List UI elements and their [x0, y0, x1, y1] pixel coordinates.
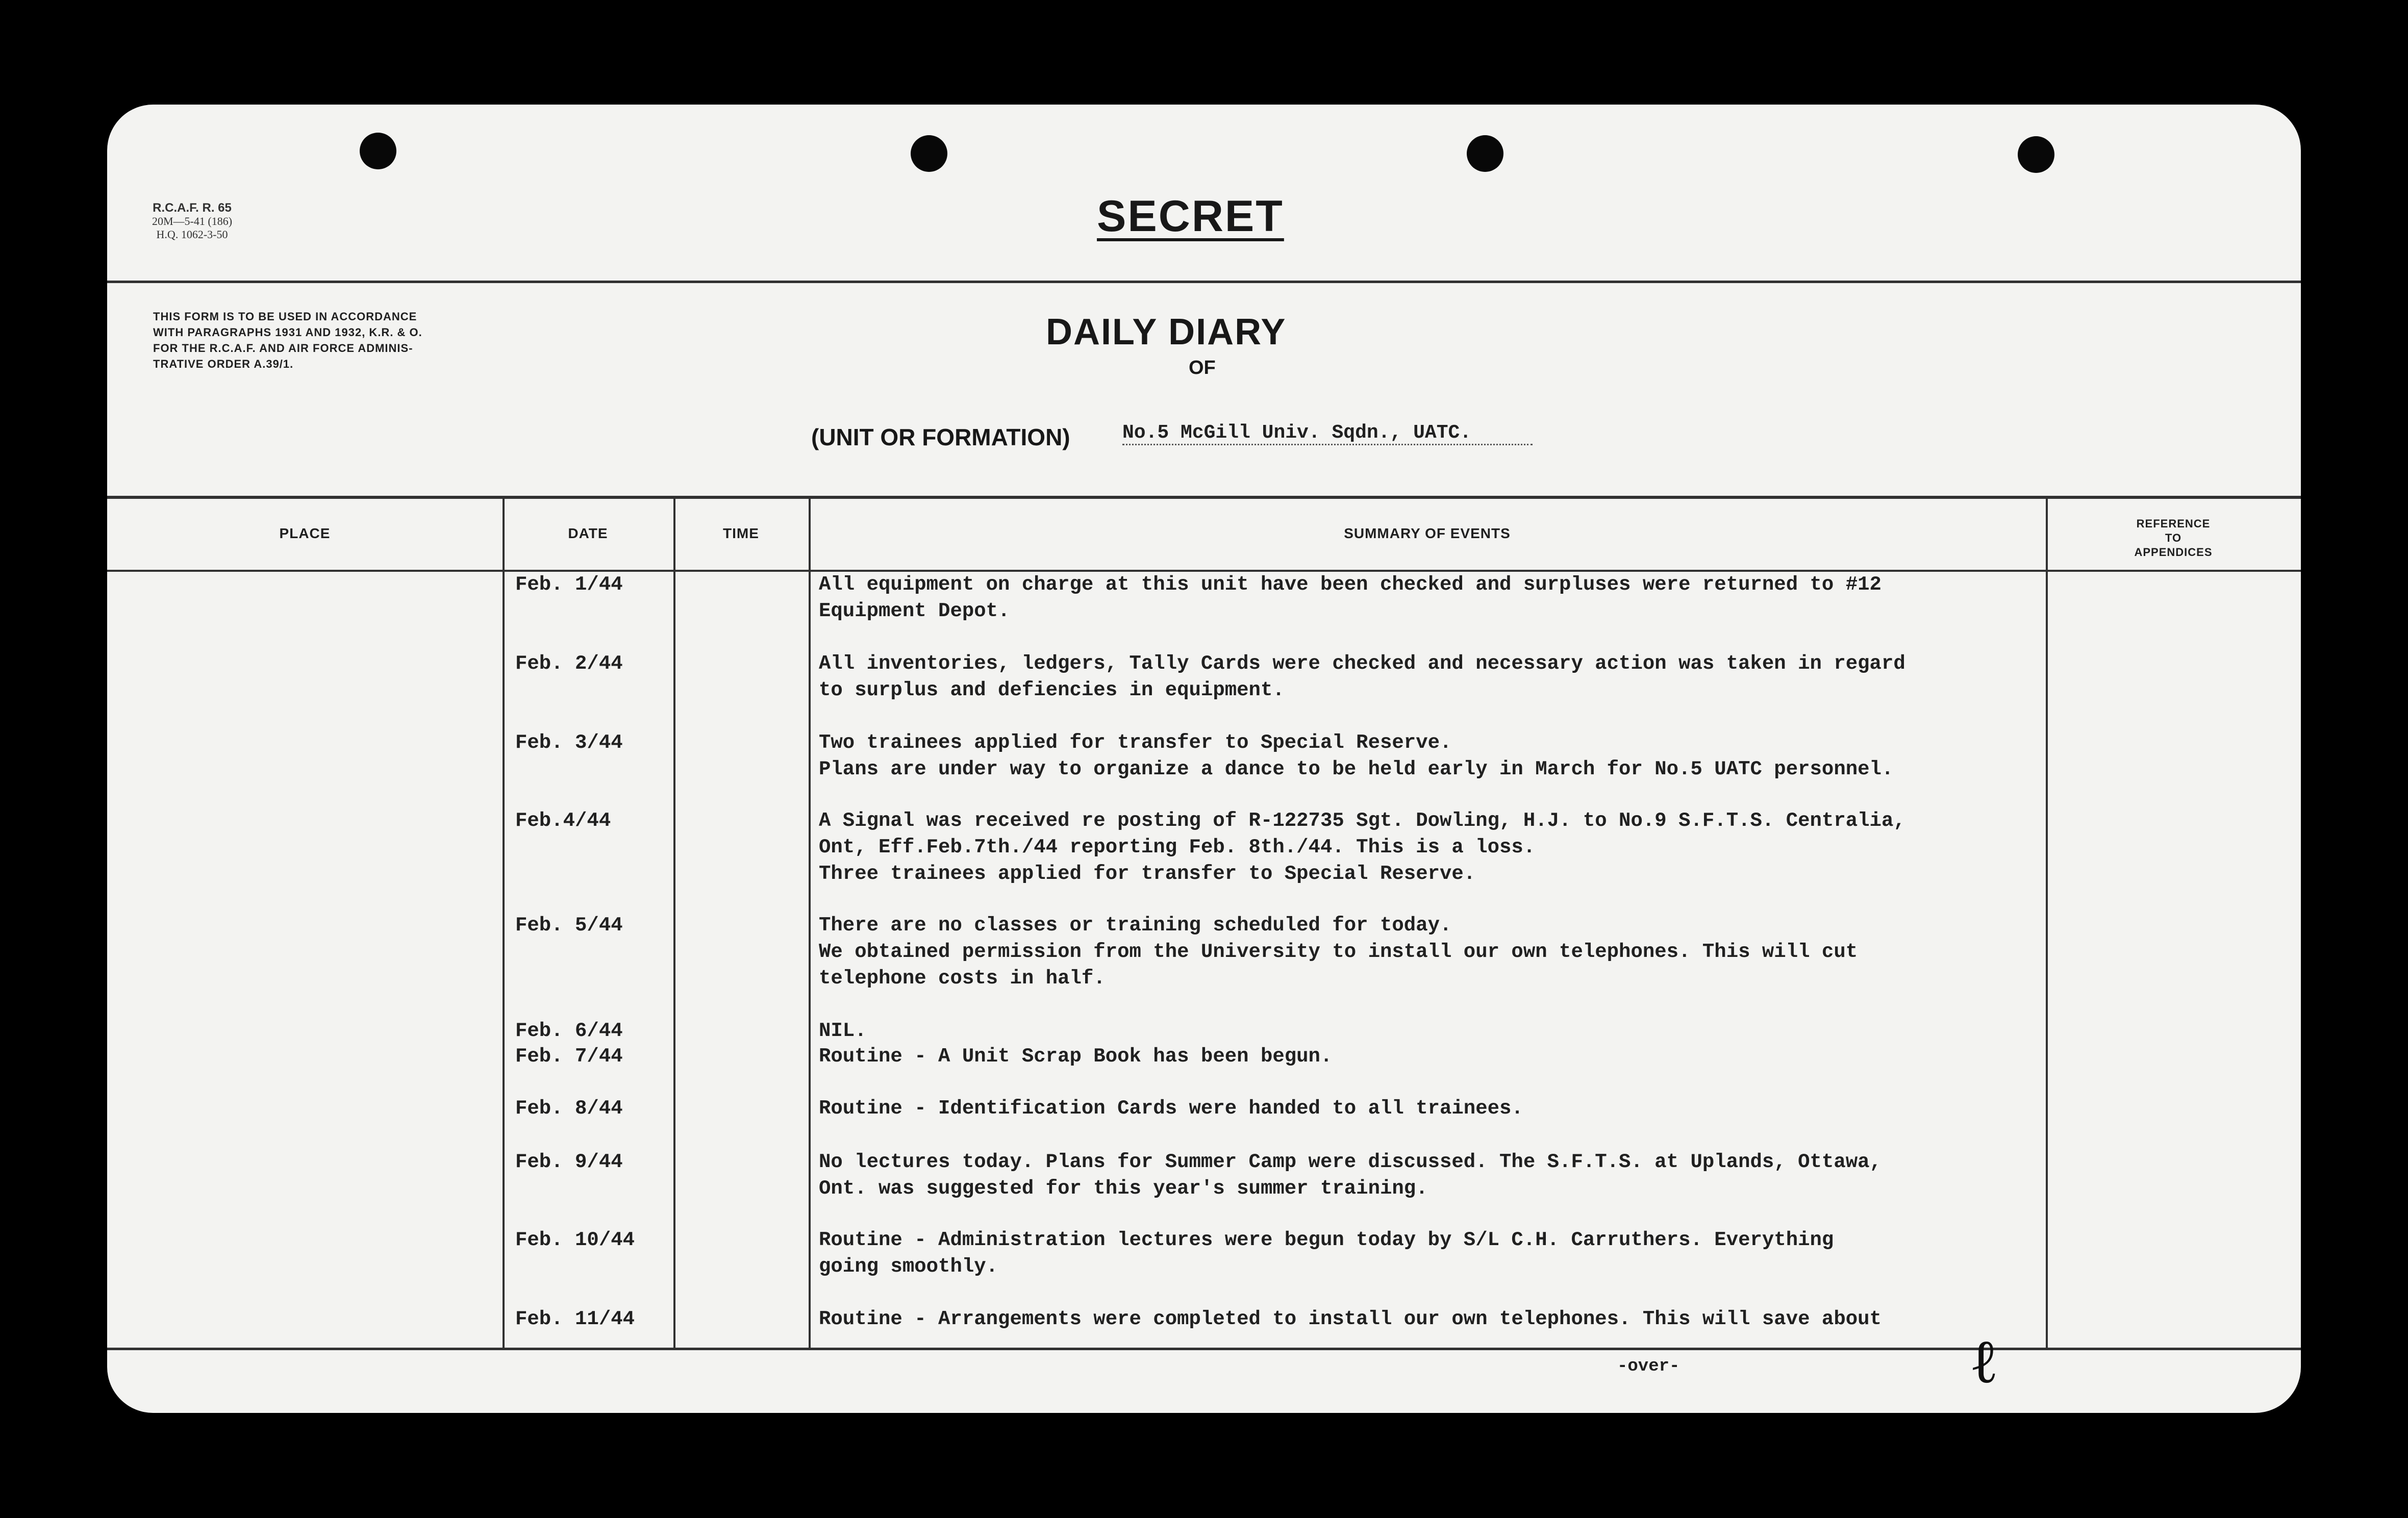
form-notice: [153, 309, 422, 372]
entry-date: Feb. 7/44: [515, 1045, 623, 1068]
entry-summary: [819, 1018, 867, 1044]
reference-line: REFERENCE: [2136, 517, 2211, 530]
summary-line: going smoothly.: [819, 1255, 998, 1278]
punch-hole: [360, 133, 396, 169]
column-header-time: TIME: [723, 525, 759, 541]
summary-line: telephone costs in half.: [819, 967, 1106, 990]
unit-value: No.5 McGill Univ. Sqdn., UATC.: [1122, 422, 1533, 445]
summary-line: Two trainees applied for transfer to Special Reserve.: [819, 731, 1452, 754]
notice-line: THIS FORM IS TO BE USED IN ACCORDANCE: [153, 310, 417, 323]
column-header-date: DATE: [568, 525, 608, 541]
classification-stamp: SECRET: [1097, 192, 1284, 241]
summary-line: Routine - A Unit Scrap Book has been begun.: [819, 1045, 1333, 1068]
column-header-summary: SUMMARY OF EVENTS: [1344, 525, 1511, 541]
summary-line: NIL.: [819, 1020, 867, 1042]
entry-summary: [819, 1149, 1882, 1202]
entry-date: Feb. 3/44: [515, 731, 623, 754]
punch-hole: [1467, 135, 1503, 172]
entry-date: Feb. 2/44: [515, 652, 623, 675]
column-divider: [673, 497, 675, 1349]
entry-date: Feb.4/44: [515, 809, 611, 832]
punch-hole: [911, 135, 947, 172]
summary-line: Equipment Depot.: [819, 600, 1010, 622]
summary-line: All equipment on charge at this unit have been checked and surpluses were returned to #12: [819, 573, 1882, 596]
entry-date: Feb. 1/44: [515, 573, 623, 596]
summary-line: Three trainees applied for transfer to Special Reserve.: [819, 863, 1476, 885]
notice-line: TRATIVE ORDER A.39/1.: [153, 358, 294, 370]
entry-summary: [819, 571, 1882, 624]
entry-summary: [819, 1095, 1523, 1122]
summary-line: We obtained permission from the University to install our own telephones. This will cut: [819, 941, 1858, 963]
entry-date: Feb. 8/44: [515, 1097, 623, 1120]
entry-summary: [819, 1306, 1882, 1332]
notice-line: WITH PARAGRAPHS 1931 AND 1932, K.R. & O.: [153, 326, 422, 339]
entry-summary: [819, 912, 1858, 992]
summary-line: to surplus and defiencies in equipment.: [819, 679, 1285, 701]
summary-line: Routine - Administration lectures were begun today by S/L C.H. Carruthers. Everything: [819, 1229, 1834, 1251]
form-code-line2: 20M—5-41 (186): [152, 215, 233, 227]
summary-line: There are no classes or training scheduled for today.: [819, 914, 1452, 937]
column-divider: [2046, 497, 2048, 1349]
reference-line: TO: [2165, 532, 2182, 544]
summary-line: Ont, Eff.Feb.7th./44 reporting Feb. 8th./44. This is a loss.: [819, 836, 1536, 858]
summary-line: A Signal was received re posting of R-122735 Sgt. Dowling, H.J. to No.9 S.F.T.S. Centralia,: [819, 809, 1905, 832]
header-rule: [107, 281, 2301, 283]
summary-line: Routine - Arrangements were completed to install our own telephones. This will save about: [819, 1308, 1882, 1330]
unit-label: (UNIT OR FORMATION): [811, 424, 1070, 450]
form-code-line3: H.Q. 1062-3-50: [156, 228, 228, 241]
entry-date: Feb. 5/44: [515, 914, 623, 937]
page-mark: ℓ: [1969, 1326, 1999, 1397]
notice-line: FOR THE R.C.A.F. AND AIR FORCE ADMINIS-: [153, 342, 413, 355]
entry-date: Feb. 9/44: [515, 1151, 623, 1173]
entry-summary: [819, 729, 1893, 782]
diary-card: [107, 105, 2301, 1413]
summary-line: Ont. was suggested for this year's summer training.: [819, 1177, 1428, 1200]
entry-summary: [819, 1227, 1834, 1280]
entry-summary: [819, 650, 1905, 703]
punch-hole: [2018, 136, 2054, 173]
reference-line: APPENDICES: [2134, 546, 2213, 559]
column-divider: [809, 497, 811, 1349]
summary-line: All inventories, ledgers, Tally Cards were checked and necessary action was taken in regard: [819, 652, 1905, 675]
entry-date: Feb. 10/44: [515, 1229, 635, 1251]
table-top-rule: [107, 496, 2301, 499]
page-title-of: OF: [1189, 357, 1216, 378]
summary-line: Plans are under way to organize a dance to be held early in March for No.5 UATC personnel.: [819, 758, 1894, 780]
column-header-place: PLACE: [279, 525, 331, 541]
form-code: [152, 201, 232, 241]
summary-line: Routine - Identification Cards were handed to all trainees.: [819, 1097, 1523, 1120]
form-code-line1: R.C.A.F. R. 65: [153, 201, 232, 215]
entry-summary: [819, 807, 1905, 887]
page-title: DAILY DIARY: [1046, 312, 1287, 352]
entry-date: Feb. 6/44: [515, 1020, 623, 1042]
column-divider: [503, 497, 505, 1349]
summary-line: No lectures today. Plans for Summer Camp were discussed. The S.F.T.S. at Uplands, Ottawa,: [819, 1151, 1882, 1173]
entry-date: Feb. 11/44: [515, 1308, 635, 1330]
entry-summary: [819, 1043, 1332, 1070]
column-header-reference: [2046, 517, 2301, 560]
continued-over-note: -over-: [1617, 1357, 1680, 1376]
